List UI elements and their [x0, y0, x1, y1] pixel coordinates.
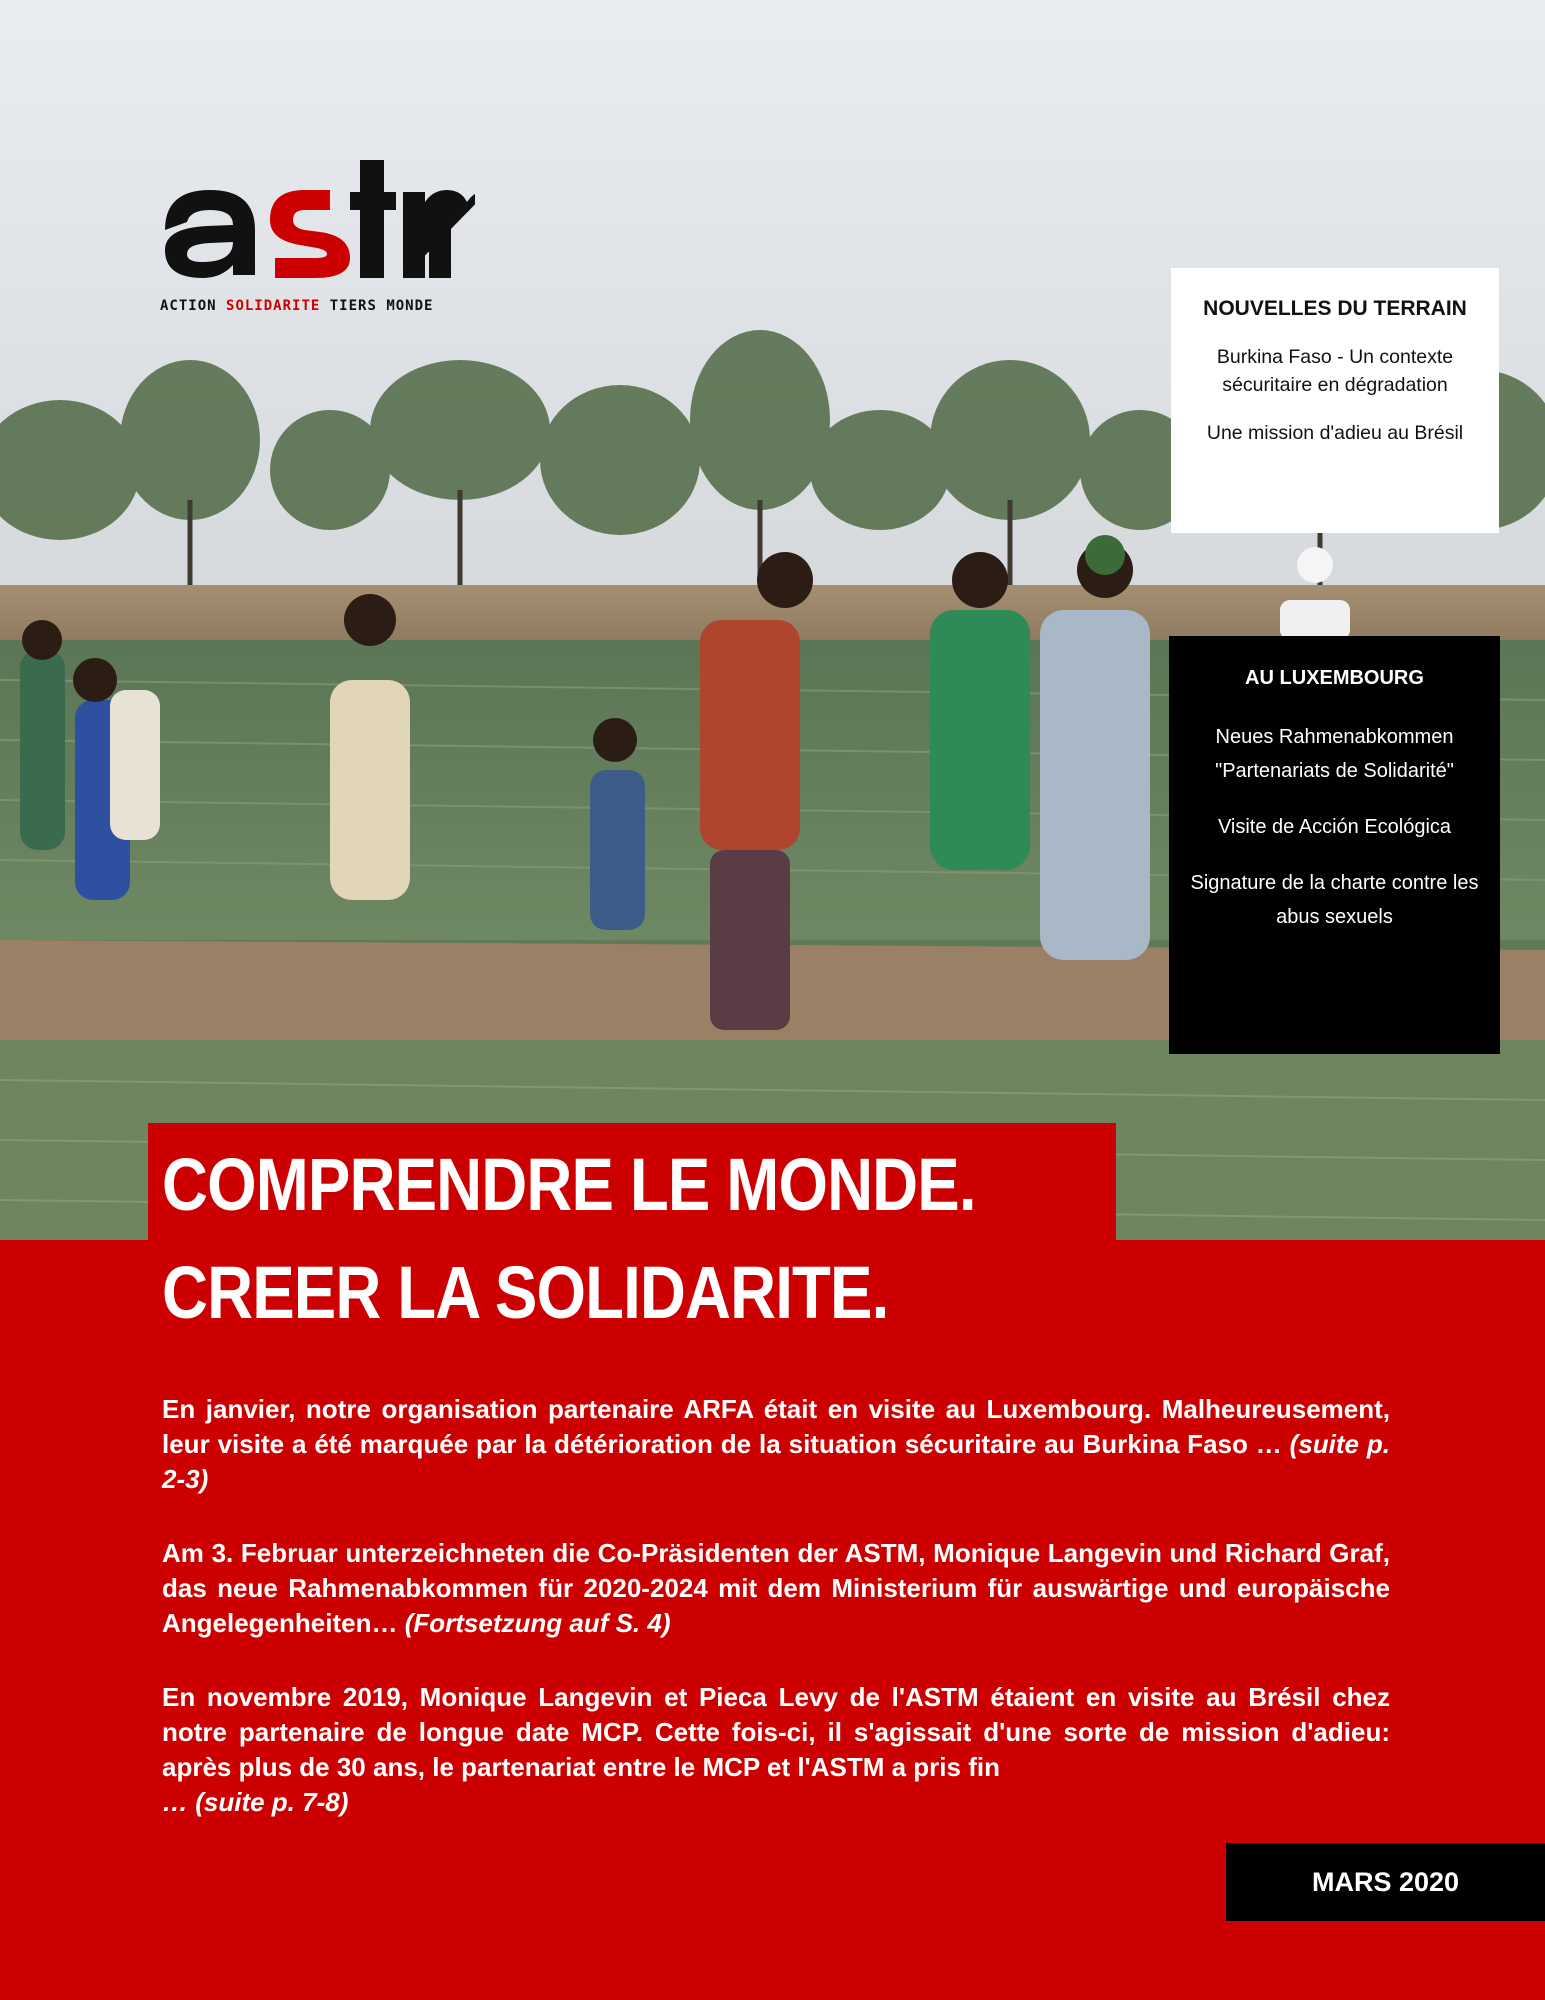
terrain-news-item[interactable]: Une mission d'adieu au Brésil [1206, 422, 1464, 444]
teaser-text: En janvier, notre organisation partenaire ARFA était en visite au Luxembourg. Malheureusement, leur visite a été marquée par la détérioration de la situation sécuritaire au Burkina Faso … [162, 1394, 1390, 1459]
terrain-news-box [1171, 268, 1499, 533]
article-teaser [162, 1680, 1390, 1820]
luxembourg-news-item[interactable]: Visite de Acción Ecológica [1217, 816, 1452, 838]
article-teaser [162, 1392, 1390, 1497]
luxembourg-news-item[interactable]: Neues Rahmenabkommen "Partenariats de Solidarité" [1215, 726, 1454, 782]
luxembourg-news-heading: AU LUXEMBOURG [1245, 667, 1424, 689]
astm-wordmark-logo [155, 150, 475, 295]
terrain-news-heading: NOUVELLES DU TERRAIN [1203, 297, 1467, 320]
headline-line-1: COMPRENDRE LE MONDE. [162, 1143, 976, 1226]
teaser-page-ref[interactable]: … (suite p. 7-8) [162, 1787, 349, 1817]
tagline-solidarite: SOLIDARITE [226, 298, 321, 314]
tagline-action: ACTION [160, 298, 227, 314]
terrain-news-item[interactable]: Burkina Faso - Un contexte sécuritaire en dégradation [1216, 346, 1454, 396]
teaser-page-ref[interactable]: (Fortsetzung auf S. 4) [404, 1608, 671, 1638]
teaser-page-ref[interactable]: (suite p. 2-3) [162, 1429, 1390, 1494]
astm-logo [155, 150, 475, 320]
headline-line-2: CREER LA SOLIDARITE. [162, 1251, 889, 1334]
luxembourg-news-box [1169, 636, 1500, 1054]
logo-tagline [160, 298, 433, 314]
luxembourg-news-item[interactable]: Signature de la charte contre les abus sexuels [1190, 872, 1479, 928]
article-teaser [162, 1536, 1390, 1641]
teaser-text: En novembre 2019, Monique Langevin et Pieca Levy de l'ASTM étaient en visite au Brésil chez notre partenaire de longue date MCP. Cette fois-ci, il s'agissait d'une sorte de mission d'adieu: après plus de 30 ans, le partenariat entre le MCP et l'ASTM a pris fin [162, 1682, 1390, 1782]
teaser-text: Am 3. Februar unterzeichneten die Co-Präsidenten der ASTM, Monique Langevin und Richard Graf, das neue Rahmenabkommen für 2020-2024 mit dem Ministerium für auswärtige und europäische Angelegenheiten… [162, 1538, 1390, 1638]
issue-date: MARS 2020 [1226, 1843, 1545, 1921]
tagline-tiers-monde: TIERS MONDE [320, 298, 434, 314]
